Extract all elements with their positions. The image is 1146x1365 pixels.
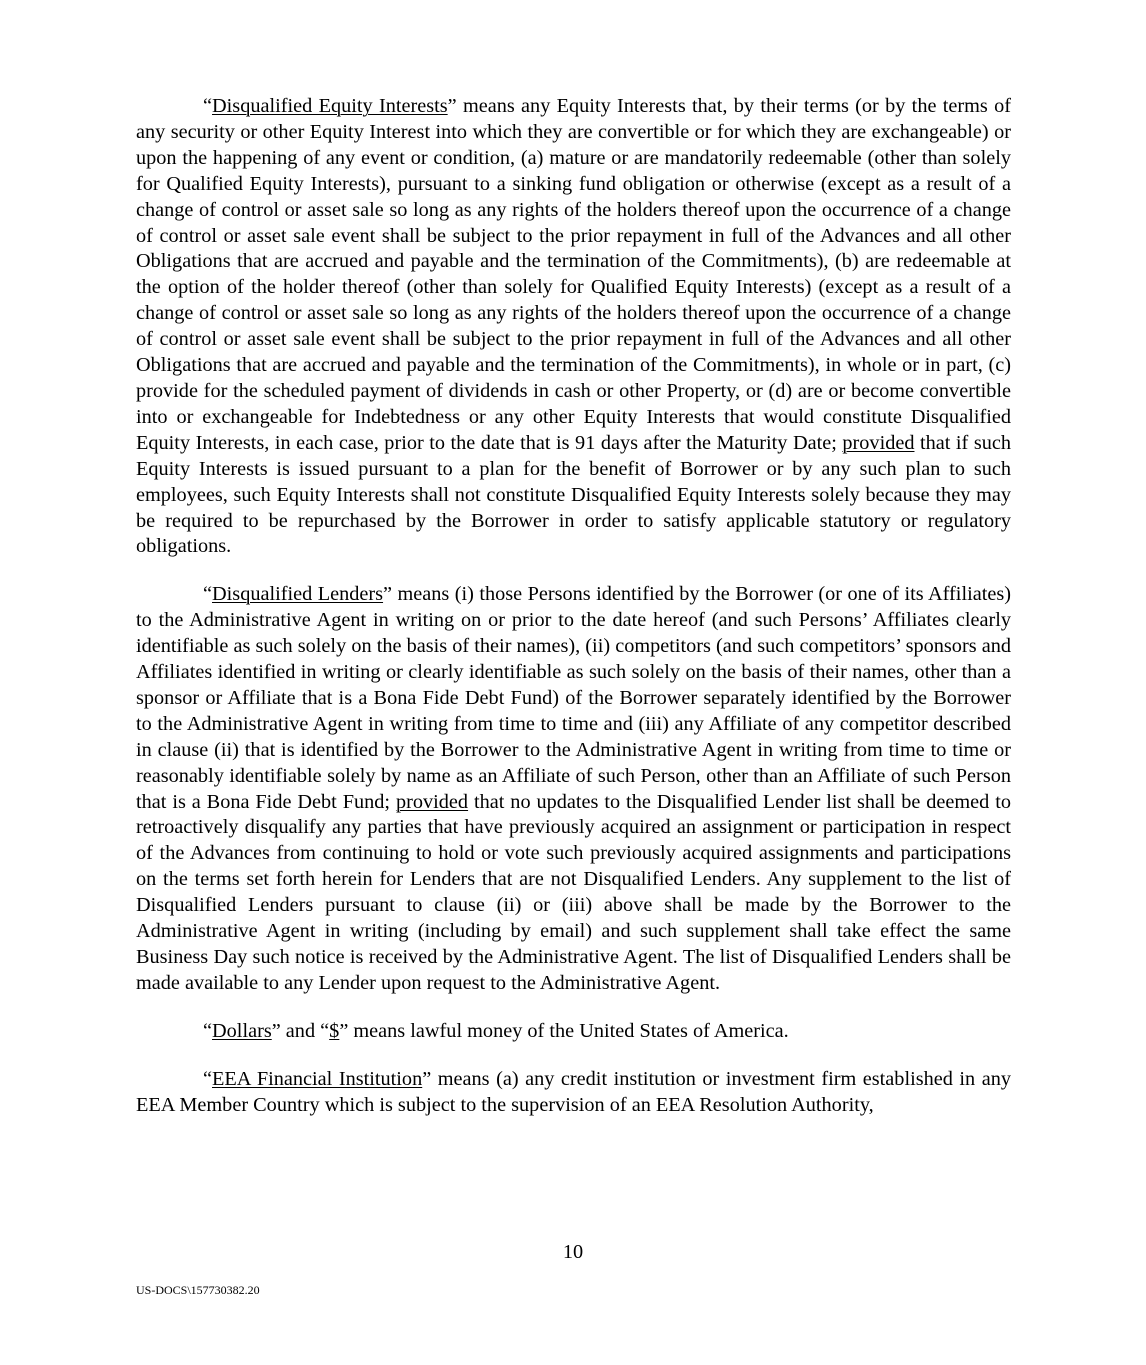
document-id: US-DOCS\157730382.20 [136,1283,260,1297]
definition-paragraph [136,1067,1011,1119]
defined-term: Disqualified Equity Interests [212,95,448,117]
paragraph-text: “ [203,1067,213,1090]
defined-term: Dollars [212,1019,272,1042]
defined-term: $ [329,1019,340,1042]
paragraph-text: “ [203,95,213,117]
paragraph-text: that no updates to the Disqualified Lender list shall be deemed to retroactively disqualify any parties that have previously acquired an assignment or participation in respect of the Advances from continuing to hold or vote such previously acquired assignments and participations on the terms set forth herein for Lenders that are not Disqualified Lenders. Any supplement to the list of Disqualified Lenders pursuant to clause (ii) or (iii) above shall be made by the Borrower to the Administrative Agent in writing (including by email) and such supplement shall take effect the same Business Day such notice is received by the Administrative Agent. The list of Disqualified Lenders shall be made available to any Lender upon request to the Administrative Agent. [136,790,1011,994]
paragraph-text: ” means (a) any credit institution or investment firm established in any EEA Member Country which is subject to the supervision of an EEA Resolution Authority, [136,1067,1011,1116]
paragraph-text: that if such Equity Interests is issued pursuant to a plan for the benefit of Borrower or by any such plan to such employees, such Equity Interests shall not constitute Disqualified Equity Interests solely because they may be required to be repurchased by the Borrower in order to satisfy applicable statutory or regulatory obligations. [136,431,1011,558]
defined-term: EEA Financial Institution [212,1067,423,1090]
paragraph-text: ” means lawful money of the United States of America. [339,1019,789,1042]
document-body [136,94,1011,1119]
paragraph-text: “ [203,1019,213,1042]
paragraph-text: “ [203,583,213,606]
page-number: 10 [562,1241,584,1263]
definition-paragraph [136,94,1011,560]
definition-paragraph [136,582,1011,997]
proviso-term: provided [842,431,915,454]
paragraph-text: ” means (i) those Persons identified by the Borrower (or one of its Affiliates) to the Administrative Agent in writing on or prior to the date hereof (and such Persons’ Affiliates clearly identifiable as such solely on the basis of their names), (ii) competitors (and such competitors’ sponsors and Affiliates identified in writing or clearly identifiable as such solely on the basis of their names, other than a sponsor or Affiliate that is a Bona Fide Debt Fund) of the Borrower separately identified by the Borrower to the Administrative Agent in writing from time to time and (iii) any Affiliate of any competitor described in clause (ii) that is identified by the Borrower to the Administrative Agent in writing from time to time or reasonably identifiable solely by name as an Affiliate of such Person, other than an Affiliate of such Person that is a Bona Fide Debt Fund; [136,583,1012,813]
defined-term: Disqualified Lenders [212,583,384,606]
paragraph-text: ” and “ [271,1019,330,1042]
definition-paragraph [136,1019,1011,1045]
paragraph-text: ” means any Equity Interests that, by their terms (or by the terms of any security or other Equity Interest into which they are convertible or for which they are exchangeable) or upon the happening of any event or condition, (a) mature or are mandatorily redeemable (other than solely for Qualified Equity Interests), pursuant to a sinking fund obligation or otherwise (except as a result of a change of control or asset sale so long as any rights of the holders thereof upon the occurrence of a change of control or asset sale event shall be subject to the prior repayment in full of the Advances and all other Obligations that are accrued and payable and the termination of the Commitments), (b) are redeemable at the option of the holder thereof (other than solely for Qualified Equity Interests) (except as a result of a change of control or asset sale so long as any rights of the holders thereof upon the occurrence of a change of control or asset sale event shall be subject to the prior repayment in full of the Advances and all other Obligations that are accrued and payable and the termination of the Commitments), in whole or in part, (c) provide for the scheduled payment of dividends in cash or other Property, or (d) are or become convertible into or exchangeable for Indebtedness or any other Equity Interests that would constitute Disqualified Equity Interests, in each case, prior to the date that is 91 days after the Maturity Date; [136,95,1011,454]
proviso-term: provided [395,790,469,813]
